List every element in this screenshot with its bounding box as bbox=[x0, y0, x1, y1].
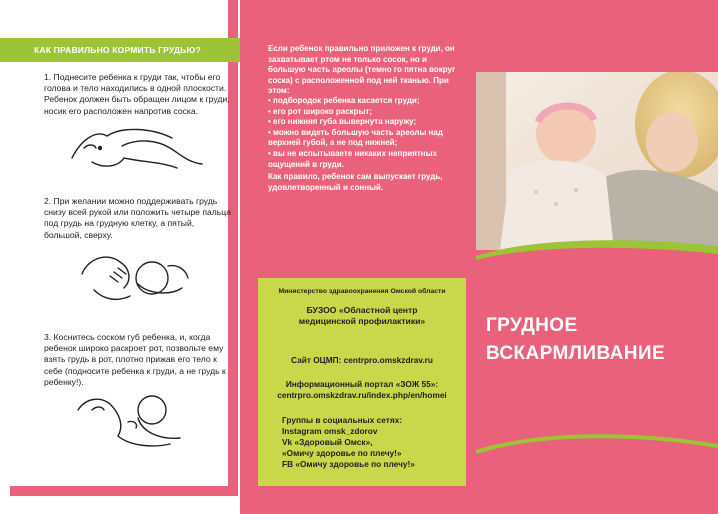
list-item: • его нижняя губа вывернута наружу; bbox=[268, 117, 417, 127]
mother-baby-photo bbox=[476, 72, 718, 250]
social-facebook: FB «Омичу здоровье по плечу!» bbox=[282, 459, 415, 469]
latch-intro-text: Если ребенок правильно приложен к груди, он захватывает ртом не только сосок, но и большую часть ареолы (темно го пятна вокруг соска) с расположенной под ней тканью. При этом: bbox=[268, 44, 456, 96]
website-text: Сайт ОЦМП: centrpro.omskzdrav.ru bbox=[291, 355, 433, 365]
list-item: • можно видеть большую часть ареолы над верхней губой, а не под нижней; bbox=[268, 127, 443, 148]
social-instagram: Instagram omsk_zdorov bbox=[282, 426, 378, 436]
illustration-step-1 bbox=[62, 118, 212, 178]
latch-signs-list bbox=[268, 96, 458, 170]
left-panel bbox=[0, 0, 240, 514]
social-header: Группы в социальных сетях: bbox=[282, 415, 403, 425]
list-item: • его рот широко раскрыт; bbox=[268, 106, 372, 116]
ministry-name: Министерство здравоохранения Омской области bbox=[278, 288, 446, 295]
social-groups bbox=[258, 415, 466, 470]
contact-info-box bbox=[258, 278, 466, 486]
step-3-text: 3. Коснитесь соском губ ребенка, и, когда ребенок широко раскроет рот, позвольте ему взять грудь в рот, плотно прижав его тело к себе (подносите ребенка к груди, а не грудь к ребенку!). bbox=[44, 332, 226, 387]
organization-name bbox=[258, 305, 466, 327]
title-line-1: ГРУДНОЕ bbox=[486, 315, 578, 336]
portal-url: centrpro.omskzdrav.ru/index.php/en/homei bbox=[277, 390, 447, 400]
illustration-step-2 bbox=[74, 244, 194, 310]
step-2-text: 2. При желании можно поддерживать грудь снизу всей рукой или положить четыре пальца под грудь на грудную клетку, а пятый, большой, сверху. bbox=[44, 196, 231, 240]
brochure-title bbox=[486, 312, 665, 368]
list-item: • вы не испытываете никаких неприятных ощущений в груди. bbox=[268, 148, 437, 169]
social-vk-group-2: «Омичу здоровье по плечу!» bbox=[282, 448, 402, 458]
organization-line-2: медицинской профилактики» bbox=[298, 316, 426, 326]
illustration-step-3 bbox=[72, 388, 200, 450]
portal-title: Информационный портал «ЗОЖ 55»: bbox=[285, 379, 439, 389]
social-vk: Vk «Здоровый Омск», bbox=[282, 437, 373, 447]
section-header: КАК ПРАВИЛЬНО КОРМИТЬ ГРУДЬЮ? bbox=[0, 38, 240, 62]
portal-text bbox=[258, 379, 466, 401]
latch-outro-text: Как правило, ребенок сам выпускает грудь, удовлетворенный и сонный. bbox=[268, 172, 443, 192]
organization-line-1: БУЗОО «Областной центр bbox=[306, 305, 418, 315]
step-1-text: 1. Поднесите ребенка к груди так, чтобы его голова и тело находились в одной плоскости. Ребенок должен быть обращен лицом к груди; носик его расположен напротив соска. bbox=[44, 72, 230, 116]
decorative-swoosh-top bbox=[476, 238, 718, 268]
right-panel bbox=[476, 0, 718, 514]
list-item: • подбородок ребенка касается груди; bbox=[268, 96, 420, 105]
decorative-swoosh-bottom bbox=[476, 428, 718, 468]
middle-panel bbox=[240, 0, 476, 514]
title-line-2: ВСКАРМЛИВАНИЕ bbox=[486, 343, 666, 364]
